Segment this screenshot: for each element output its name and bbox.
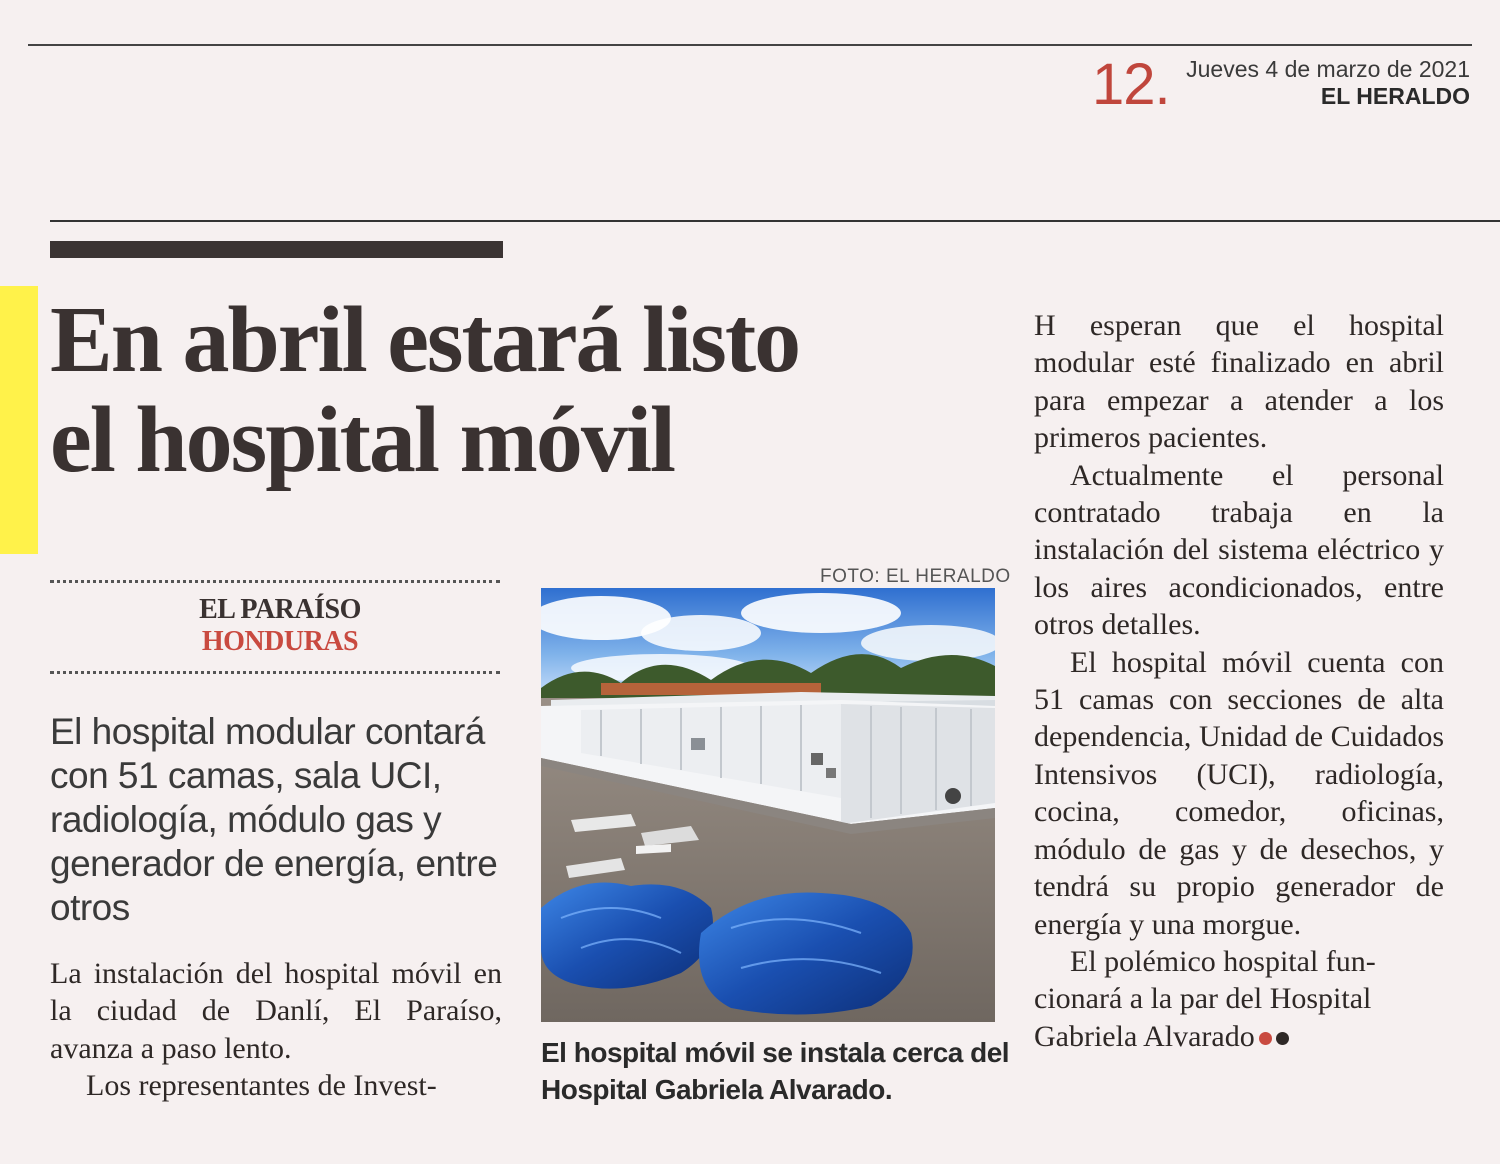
location-bottom-divider <box>50 671 500 674</box>
body-paragraph: La instalación del hospital móvil en la ciudad de Danlí, El Paraíso, avanza a paso lento. <box>50 957 502 1065</box>
location-country: HONDURAS <box>201 626 359 657</box>
yellow-highlight-mark <box>0 286 38 554</box>
article-deck: El hospital modular contará con 51 camas, sala UCI, radiología, módulo gas y generador de energía, entre otros <box>50 711 498 928</box>
photo-caption: El hospital móvil se instala cerca del Hospital Gabriela Alvarado. <box>541 1037 1010 1105</box>
location-top-divider <box>50 580 500 583</box>
body-paragraph: H esperan que el hospital modular esté finalizado en abril para empezar a atender a los primeros pacientes. <box>1034 309 1444 455</box>
body-column-1 <box>50 955 502 1105</box>
photo-credit: FOTO: EL HERALDO <box>820 566 1011 587</box>
top-rule <box>28 44 1472 46</box>
body-paragraph: Los representantes de Invest- <box>86 1069 437 1103</box>
headline-line-1: En abril estará listo <box>50 288 800 392</box>
page-number: 12. <box>1092 52 1170 117</box>
body-column-3 <box>1034 307 1444 1055</box>
headline-bar <box>50 241 503 258</box>
headline-line-2: el hospital móvil <box>50 388 675 492</box>
body-paragraph: El hospital móvil cuenta con 51 camas con secciones de alta dependencia, Unidad de Cuidados Intensivos (UCI), radiología, cocina, comedor, oficinas, módulo de gas y de desechos, y tendrá su propio generador de energía y una morgue. <box>1034 645 1444 941</box>
section-rule <box>50 220 1500 222</box>
end-mark-red-dot-icon <box>1259 1032 1272 1045</box>
location-city: EL PARAÍSO <box>199 594 361 625</box>
issue-date: Jueves 4 de marzo de 2021 <box>1186 56 1470 82</box>
hospital-photo <box>541 588 995 1022</box>
newspaper-name: EL HERALDO <box>1320 83 1470 109</box>
last-paragraph-text: El polémico hospital funcionará a la par del Hospital Gabriela Alvarado <box>1034 944 1376 1053</box>
headline <box>50 290 990 490</box>
hospital-containers-image <box>541 588 995 1022</box>
end-mark-black-dot-icon <box>1276 1032 1289 1045</box>
body-paragraph: Actualmente el personal contratado trabaja en la instalación del sistema eléctrico y los aires acondicionados, entre otros detalles. <box>1034 458 1444 642</box>
body-paragraph-last <box>1034 943 1444 1055</box>
